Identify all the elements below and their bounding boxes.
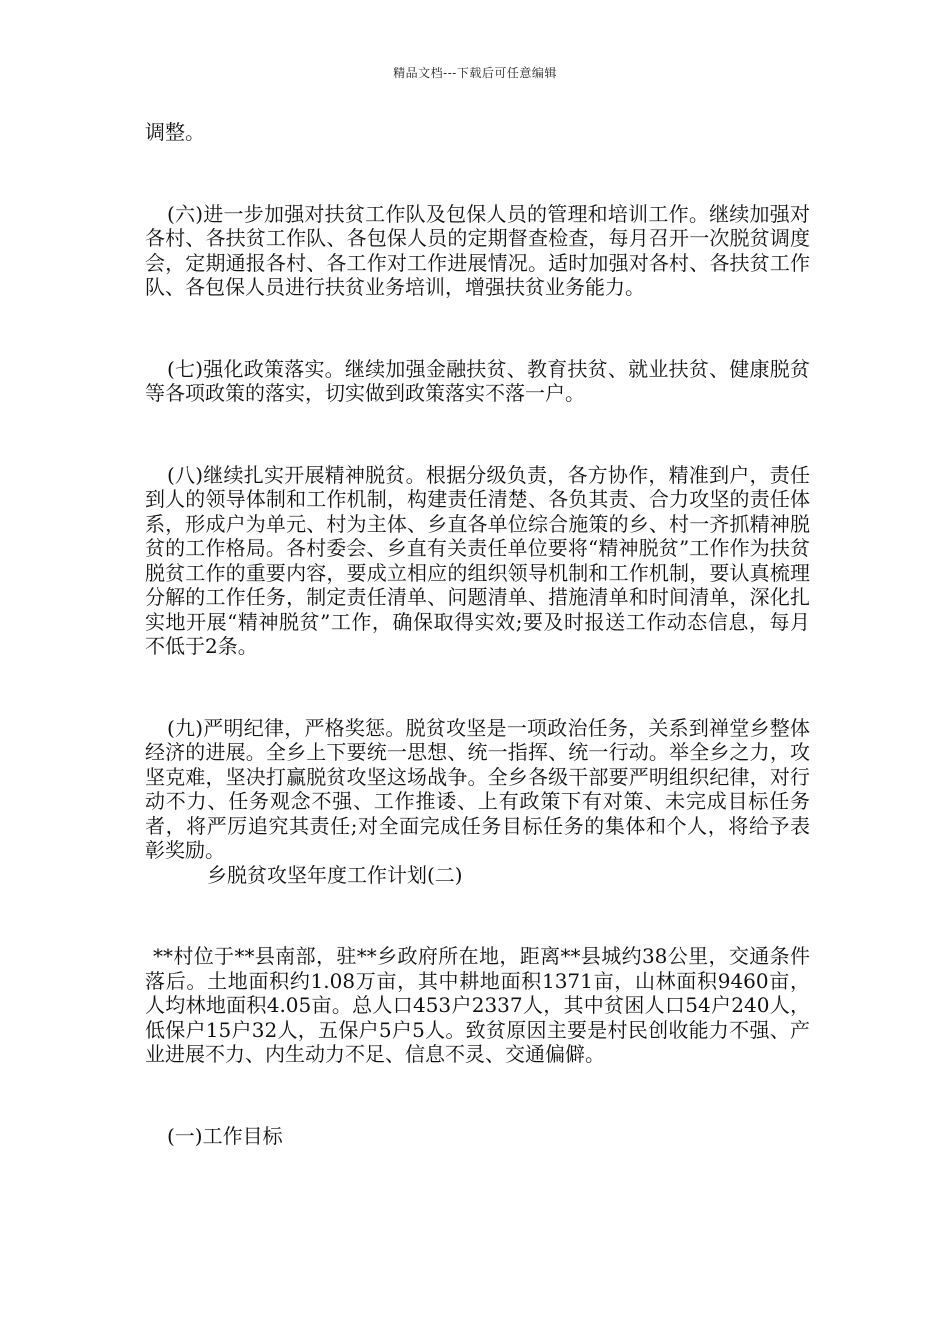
paragraph-section-eight: (八)继续扎实开展精神脱贫。根据分级负责，各方协作，精准到户，责任到人的领导体制和工作机制，构建责任清楚、各负其责、合力攻坚的责任体系，形成户为单元、村为主体、乡直各单位综合施策的乡、村一齐抓精神脱贫的工作格局。各村委会、乡直有关责任单位要将“精神脱贫”工作作为扶贫脱贫工作的重要内容，要成立相应的组织领导机制和工作机制，要认真梳理分解的工作任务，制定责任清单、问题清单、措施清单和时间清单，深化扎实地开展“精神脱贫”工作，确保取得实效;要及时报送工作动态信息，每月不低于2条。 (145, 462, 810, 658)
document-subtitle: 乡脱贫攻坚年度工作计划(二) (207, 862, 463, 887)
page-header: 精品文档---下载后可任意编辑 (393, 66, 557, 80)
paragraph-section-seven: (七)强化政策落实。继续加强金融扶贫、教育扶贫、就业扶贫、健康脱贫等各项政策的落实，切实做到政策落实不落一户。 (145, 356, 810, 405)
paragraph-adjustment: 调整。 (145, 120, 205, 144)
paragraph-section-six: (六)进一步加强对扶贫工作队及包保人员的管理和培训工作。继续加强对各村、各扶贫工作队、各包保人员的定期督查检查，每月召开一次脱贫调度会，定期通报各村、各工作对工作进展情况。适时加强对各村、各扶贫工作队、各包保人员进行扶贫业务培训，增强扶贫业务能力。 (145, 201, 810, 299)
paragraph-section-nine: (九)严明纪律，严格奖惩。脱贫攻坚是一项政治任务，关系到禅堂乡整体经济的进展。全乡上下要统一思想、统一指挥、统一行动。举全乡之力，攻坚克难，坚决打赢脱贫攻坚这场战争。全乡各级干部要严明组织纪律，对行动不力、任务观念不强、工作推诿、上有政策下有对策、未完成目标任务者，将严厉追究其责任;对全面完成任务目标任务的集体和个人，将给予表彰奖励。 (145, 715, 810, 862)
document-body (145, 120, 810, 1148)
paragraph-village-overview: **村位于**县南部，驻**乡政府所在地，距离**县城约38公里，交通条件落后。土地面积约1.08万亩，其中耕地面积1371亩，山林面积9460亩，人均林地面积4.05亩。总人口453户2337人，其中贫困人口54户240人，低保户15户32人，五保户5户5人。致贫原因主要是村民创收能力不强、产业进展不力、内生动力不足、信息不灵、交通偏僻。 (145, 944, 810, 1066)
section-heading-work-goals: (一)工作目标 (167, 1123, 283, 1148)
